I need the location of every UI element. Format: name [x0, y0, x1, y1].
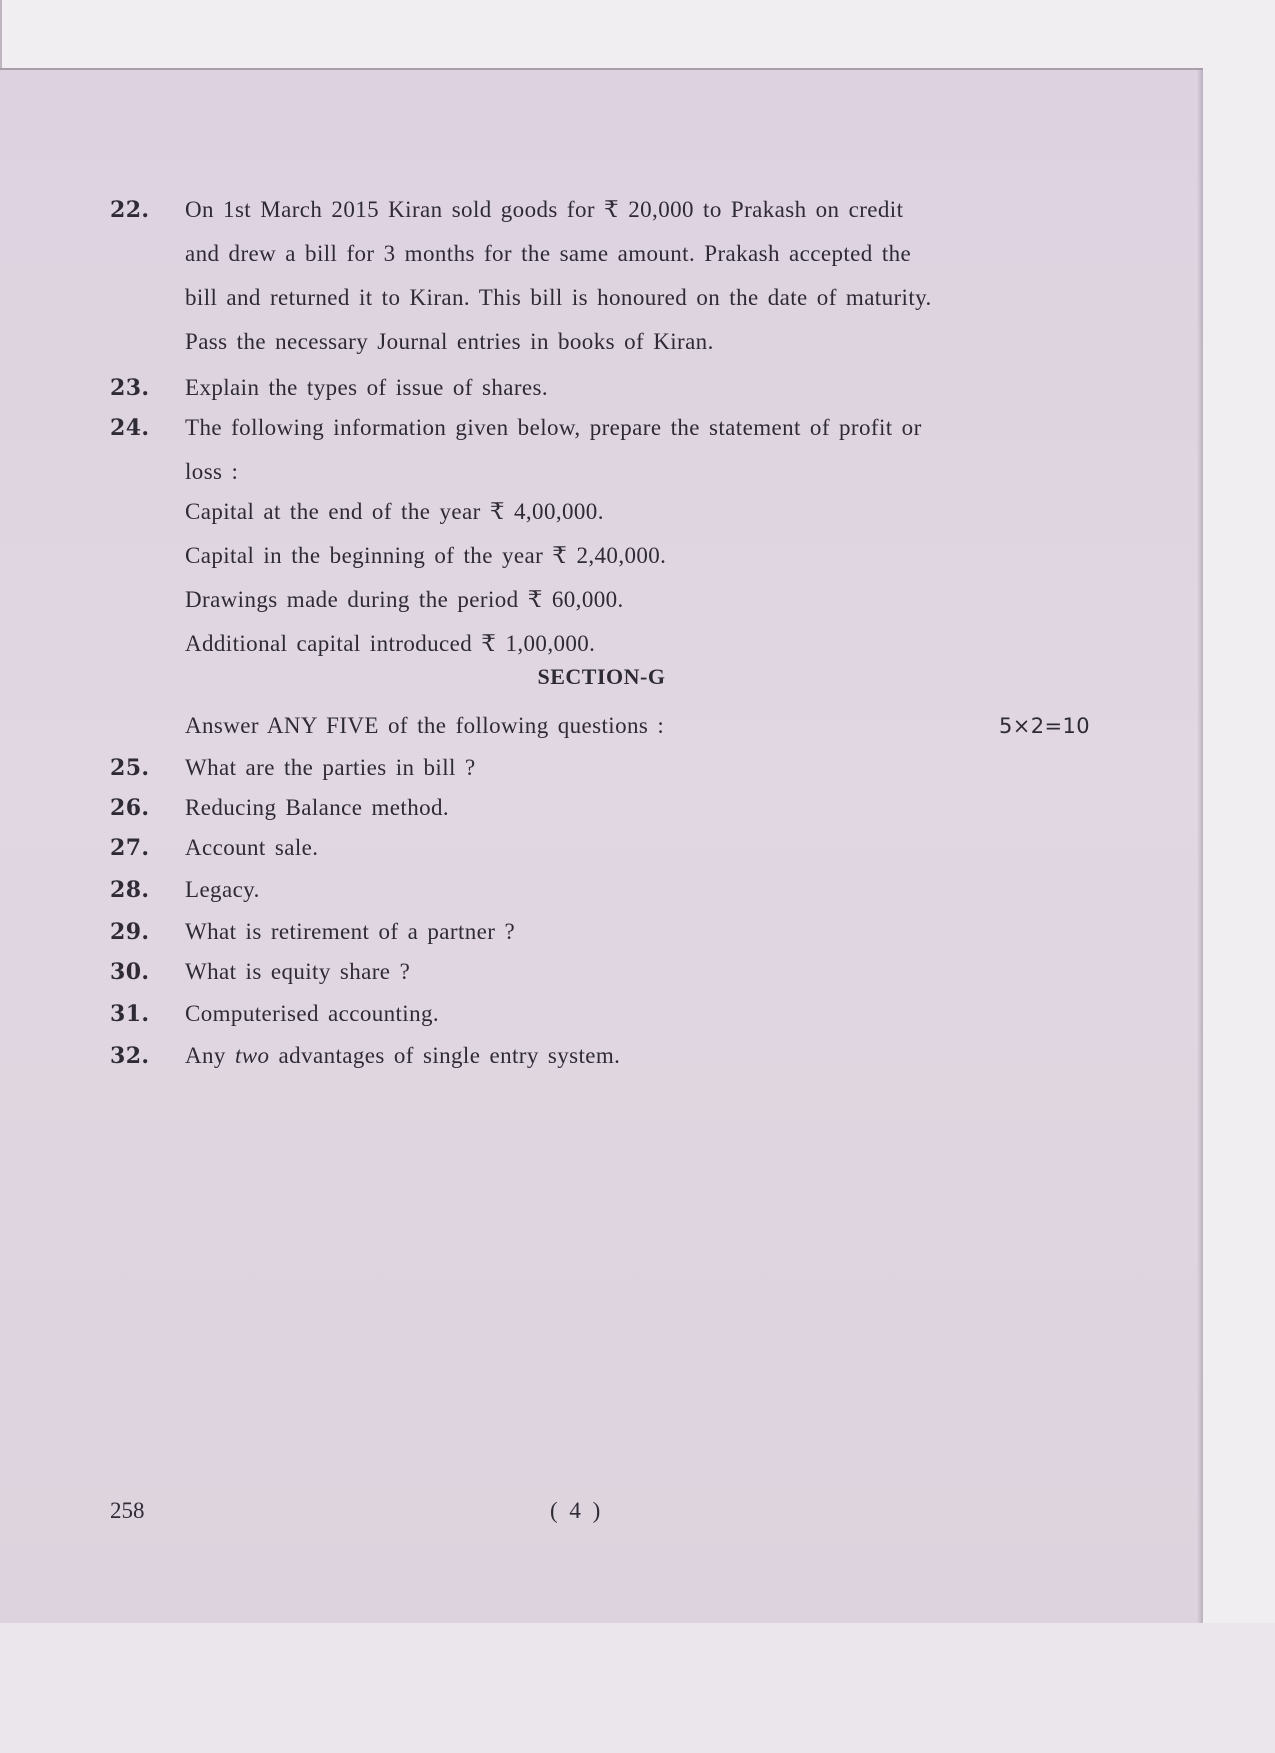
question-number: 31.: [110, 1001, 150, 1027]
question-text-line: and drew a bill for 3 months for the same amount. Prakash accepted the: [185, 241, 912, 266]
q24-item: Capital in the beginning of the year ₹ 2,40,000.: [185, 543, 667, 568]
question-text: What is equity share ?: [185, 959, 411, 984]
page-edge: [0, 0, 2, 68]
question-text-line: loss :: [185, 459, 239, 484]
question-number: 28.: [110, 877, 150, 903]
q24-item: Capital at the end of the year ₹ 4,00,000.: [185, 499, 604, 524]
background-strip: [0, 1623, 1275, 1753]
emphasis-text: two: [234, 1043, 270, 1068]
question-32: [110, 1034, 1110, 1078]
question-number: 30.: [110, 959, 150, 985]
question-29: [110, 910, 1110, 954]
question-number: 29.: [110, 919, 150, 945]
question-30: [110, 950, 1110, 994]
marks-scheme: 5×2=10: [998, 714, 1090, 738]
question-28: [110, 868, 1110, 912]
question-text: Explain the types of issue of shares.: [185, 375, 549, 400]
question-text: [185, 1034, 1098, 1078]
question-number: 25.: [110, 755, 150, 781]
question-number: 32.: [110, 1043, 150, 1069]
question-text: Reducing Balance method.: [185, 795, 450, 820]
question-24: [110, 406, 1110, 494]
question-number: 27.: [110, 835, 150, 861]
question-text-line: Pass the necessary Journal entries in books of Kiran.: [185, 329, 714, 354]
question-25: [110, 746, 1110, 790]
question-text-line: On 1st March 2015 Kiran sold goods for ₹ 20,000 to Prakash on credit: [185, 197, 904, 222]
text-part: Any: [185, 1043, 235, 1068]
page-number: ( 4 ): [550, 1498, 601, 1523]
question-number: 23.: [110, 375, 150, 401]
question-text: Legacy.: [185, 877, 260, 902]
paper-code: 258: [110, 1498, 145, 1523]
section-heading: SECTION-G: [537, 664, 666, 689]
question-27: [110, 826, 1110, 870]
question-26: [110, 786, 1110, 830]
instruction-text: Answer ANY FIVE of the following questions :: [185, 713, 665, 738]
question-text: Computerised accounting.: [185, 1001, 440, 1026]
question-23: [110, 366, 1110, 410]
q24-item: Drawings made during the period ₹ 60,000.: [185, 587, 624, 612]
question-number: 26.: [110, 795, 150, 821]
question-text: What is retirement of a partner ?: [185, 919, 516, 944]
question-22: [110, 188, 1110, 364]
question-text-line: The following information given below, prepare the statement of profit or: [185, 415, 922, 440]
question-number: 24.: [110, 415, 150, 441]
question-text: What are the parties in bill ?: [185, 755, 476, 780]
section-instruction: [185, 704, 1090, 748]
question-number: 22.: [110, 197, 150, 223]
text-part: advantages of single entry system.: [269, 1043, 621, 1068]
question-text: Account sale.: [185, 835, 319, 860]
question-31: [110, 992, 1110, 1036]
question-text-line: bill and returned it to Kiran. This bill is honoured on the date of maturity.: [185, 285, 932, 310]
q24-item: Additional capital introduced ₹ 1,00,000.: [185, 631, 596, 656]
